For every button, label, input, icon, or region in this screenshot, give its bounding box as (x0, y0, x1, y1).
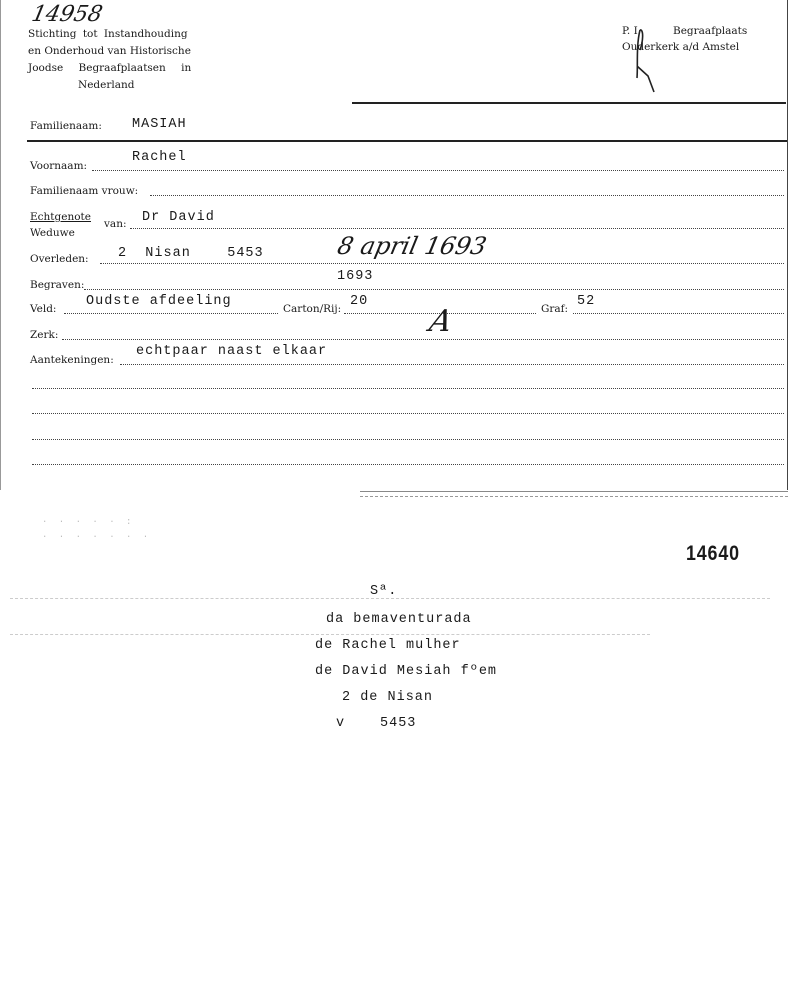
foundation-line-1: Stichting tot Instandhouding (28, 28, 188, 40)
foundation-line-2: en Onderhoud van Historische (28, 45, 191, 57)
overleden-line (100, 263, 784, 264)
veld-value: Oudste afdeeling (86, 294, 232, 309)
pen-mark-icon (628, 26, 662, 94)
carton-value: 20 (350, 294, 369, 309)
voornaam-line (92, 170, 784, 171)
echtgenote-value: Dr David (142, 210, 215, 225)
carton-label: Carton/Rij: (283, 303, 342, 315)
aantekeningen-label: Aantekeningen: (30, 354, 114, 366)
begraven-value: 1693 (337, 269, 374, 284)
inscription-line-1: Sª. (370, 584, 398, 599)
voornaam-label: Voornaam: (30, 160, 88, 172)
inscription-line-6-prefix: v (336, 716, 346, 731)
familienaam-vrouw-line (150, 195, 784, 196)
archive-number: 14958 (29, 2, 105, 27)
aantekeningen-value: echtpaar naast elkaar (136, 344, 328, 359)
graf-value: 52 (577, 294, 596, 309)
cemetery-line-2: Ouderkerk a/d Amstel (622, 41, 740, 53)
inscription-line-3: de Rachel mulher (315, 638, 461, 653)
inscription-line-4: de David Mesiah fºem (315, 664, 498, 679)
graf-line (573, 313, 784, 314)
zerk-label: Zerk: (30, 329, 59, 341)
veld-label: Veld: (30, 303, 57, 315)
graf-label: Graf: (541, 303, 569, 315)
overleden-label: Overleden: (30, 253, 89, 265)
familienaam-underline (27, 140, 787, 142)
header-divider (352, 102, 786, 104)
card-edge-right (787, 0, 788, 490)
familienaam-value: MASIAH (132, 117, 187, 132)
card-edge-left (0, 0, 1, 490)
aantekeningen-line (120, 364, 784, 365)
notes-line-2 (32, 388, 784, 389)
cemetery-line-1: Begraafplaats (673, 25, 748, 37)
foundation-line-4: Nederland (78, 79, 135, 91)
begraven-line (84, 289, 784, 290)
veld-line (64, 313, 278, 314)
begraven-label: Begraven: (30, 279, 85, 291)
notes-line-3 (32, 413, 784, 414)
inscription-line-2: da bemaventurada (326, 612, 472, 627)
card-bottom-edge (360, 491, 788, 492)
echtgenote-label: Echtgenote (30, 211, 91, 223)
faint-rule-2 (10, 634, 650, 635)
familienaam-vrouw-label: Familienaam vrouw: (30, 185, 139, 197)
inscription-line-6: 5453 (380, 716, 417, 731)
card-bottom-edge-shadow (360, 496, 788, 497)
cemetery-code: P. I. (622, 25, 642, 37)
zerk-line (62, 339, 784, 340)
overleden-value: 2 Nisan 5453 (118, 246, 264, 261)
familienaam-label: Familienaam: (30, 120, 102, 132)
inscription-line-5: 2 de Nisan (342, 690, 434, 705)
notes-line-5 (32, 464, 784, 465)
stamp-number: 14640 (686, 542, 740, 565)
overleden-handwritten-date: 8 april 1693 (335, 232, 490, 260)
foundation-line-3: Joodse Begraafplaatsen in (28, 62, 192, 74)
notes-line-4 (32, 439, 784, 440)
voornaam-value: Rachel (132, 150, 187, 165)
carton-handwritten: A (426, 304, 456, 339)
echtgenote-line (130, 228, 784, 229)
bleed-through-mark-1: · · · · · : (42, 517, 135, 527)
weduwe-label: Weduwe (30, 227, 75, 239)
echtgenote-van-label: van: (104, 218, 127, 230)
bleed-through-mark-2: · · · · · · · (42, 532, 152, 542)
